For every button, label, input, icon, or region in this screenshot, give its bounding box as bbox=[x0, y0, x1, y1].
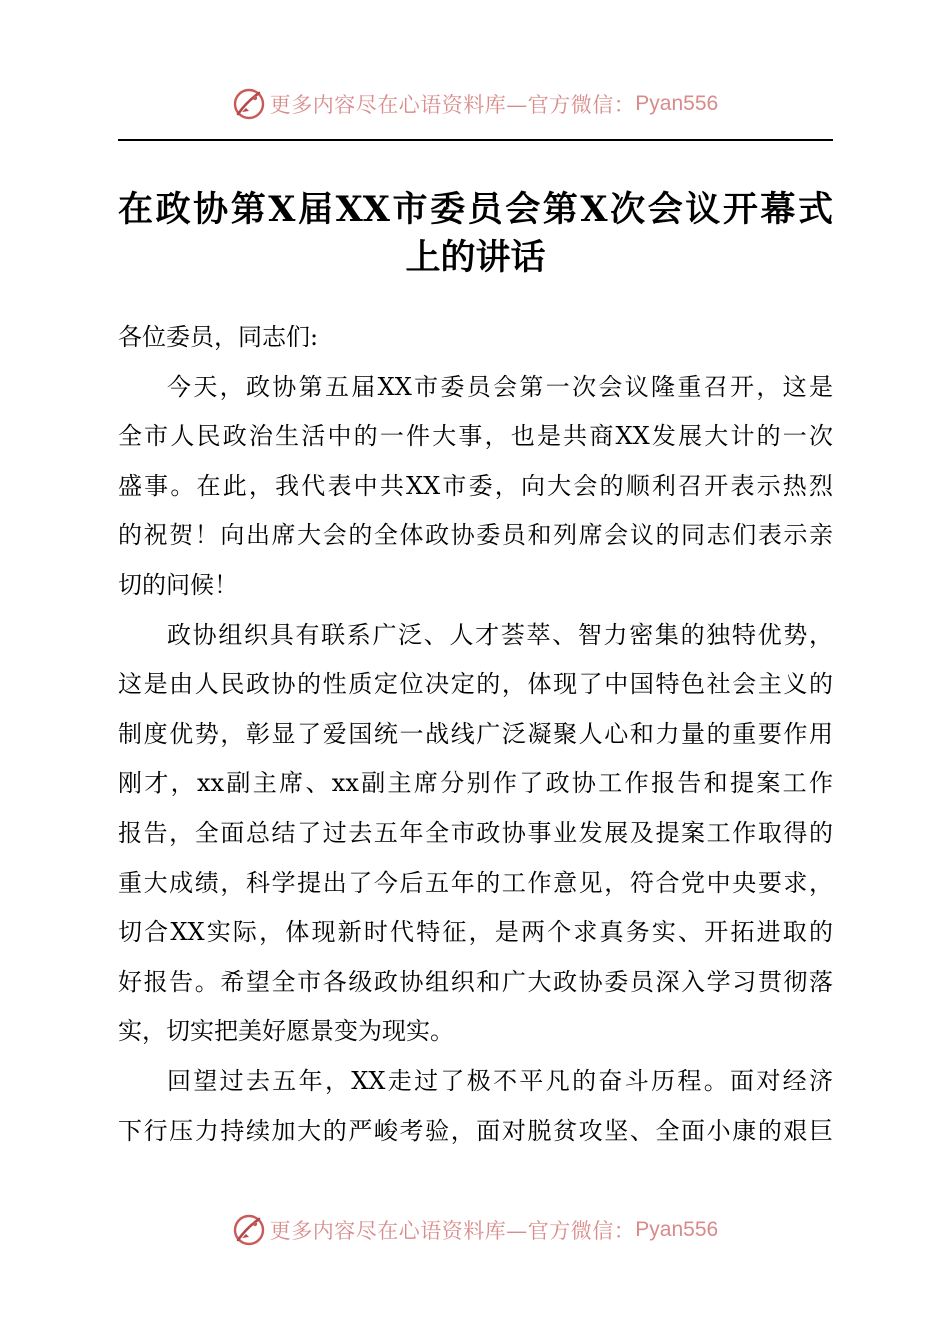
paragraph-line: 这是由人民政协的性质定位决定的，体现了中国特色社会主义的 bbox=[118, 670, 833, 699]
header-watermark bbox=[0, 84, 950, 124]
paragraph-line: 盛事。在此，我代表中共XX市委，向大会的顺利召开表示热烈 bbox=[118, 471, 833, 500]
paragraph-line: 的祝贺！向出席大会的全体政协委员和列席会议的同志们表示亲 bbox=[118, 521, 833, 550]
header-divider bbox=[118, 139, 833, 141]
pen-logo-icon bbox=[232, 1213, 266, 1247]
watermark-text: 更多内容尽在心语资料库—官方微信： bbox=[269, 93, 636, 117]
title-line-1: 在政协第X届XX市委员会第X次会议开幕式 bbox=[118, 189, 833, 230]
salutation: 各位委员，同志们: bbox=[118, 323, 319, 351]
paragraph-line: 下行压力持续加大的严峻考验，面对脱贫攻坚、全面小康的艰巨 bbox=[118, 1116, 833, 1145]
paragraph-line: 制度优势，彰显了爱国统一战线广泛凝聚人心和力量的重要作用 bbox=[118, 719, 833, 748]
watermark-text: 更多内容尽在心语资料库—官方微信： bbox=[269, 1219, 636, 1243]
paragraph-line: 切合XX实际，体现新时代特征，是两个求真务实、开拓进取的 bbox=[118, 918, 833, 947]
paragraph-line: 刚才，xx副主席、xx副主席分别作了政协工作报告和提案工作 bbox=[118, 769, 833, 798]
paragraph-line: 报告，全面总结了过去五年全市政协事业发展及提案工作取得的 bbox=[118, 818, 833, 847]
watermark-wechat-id: Pyan556 bbox=[635, 1218, 719, 1241]
watermark-wechat-id: Pyan556 bbox=[635, 92, 719, 115]
paragraph-line: 回望过去五年，XX走过了极不平凡的奋斗历程。面对经济 bbox=[167, 1066, 833, 1095]
paragraph-line: 切的问候！ bbox=[118, 570, 238, 599]
document-body bbox=[118, 313, 833, 1156]
document-title bbox=[118, 186, 833, 282]
footer-watermark bbox=[0, 1210, 950, 1250]
pen-logo-icon bbox=[232, 87, 266, 121]
title-line-2: 上的讲话 bbox=[405, 237, 546, 278]
paragraph-line: 重大成绩，科学提出了今后五年的工作意见，符合党中央要求， bbox=[118, 868, 833, 897]
paragraph-line: 今天，政协第五届XX市委员会第一次会议隆重召开，这是 bbox=[167, 372, 833, 401]
paragraph-line: 政协组织具有联系广泛、人才荟萃、智力密集的独特优势， bbox=[167, 620, 833, 649]
paragraph-line: 好报告。希望全市各级政协组织和广大政协委员深入学习贯彻落 bbox=[118, 967, 833, 996]
paragraph-line: 全市人民政治生活中的一件大事，也是共商XX发展大计的一次 bbox=[118, 422, 833, 451]
paragraph-line: 实，切实把美好愿景变为现实。 bbox=[118, 1017, 454, 1046]
